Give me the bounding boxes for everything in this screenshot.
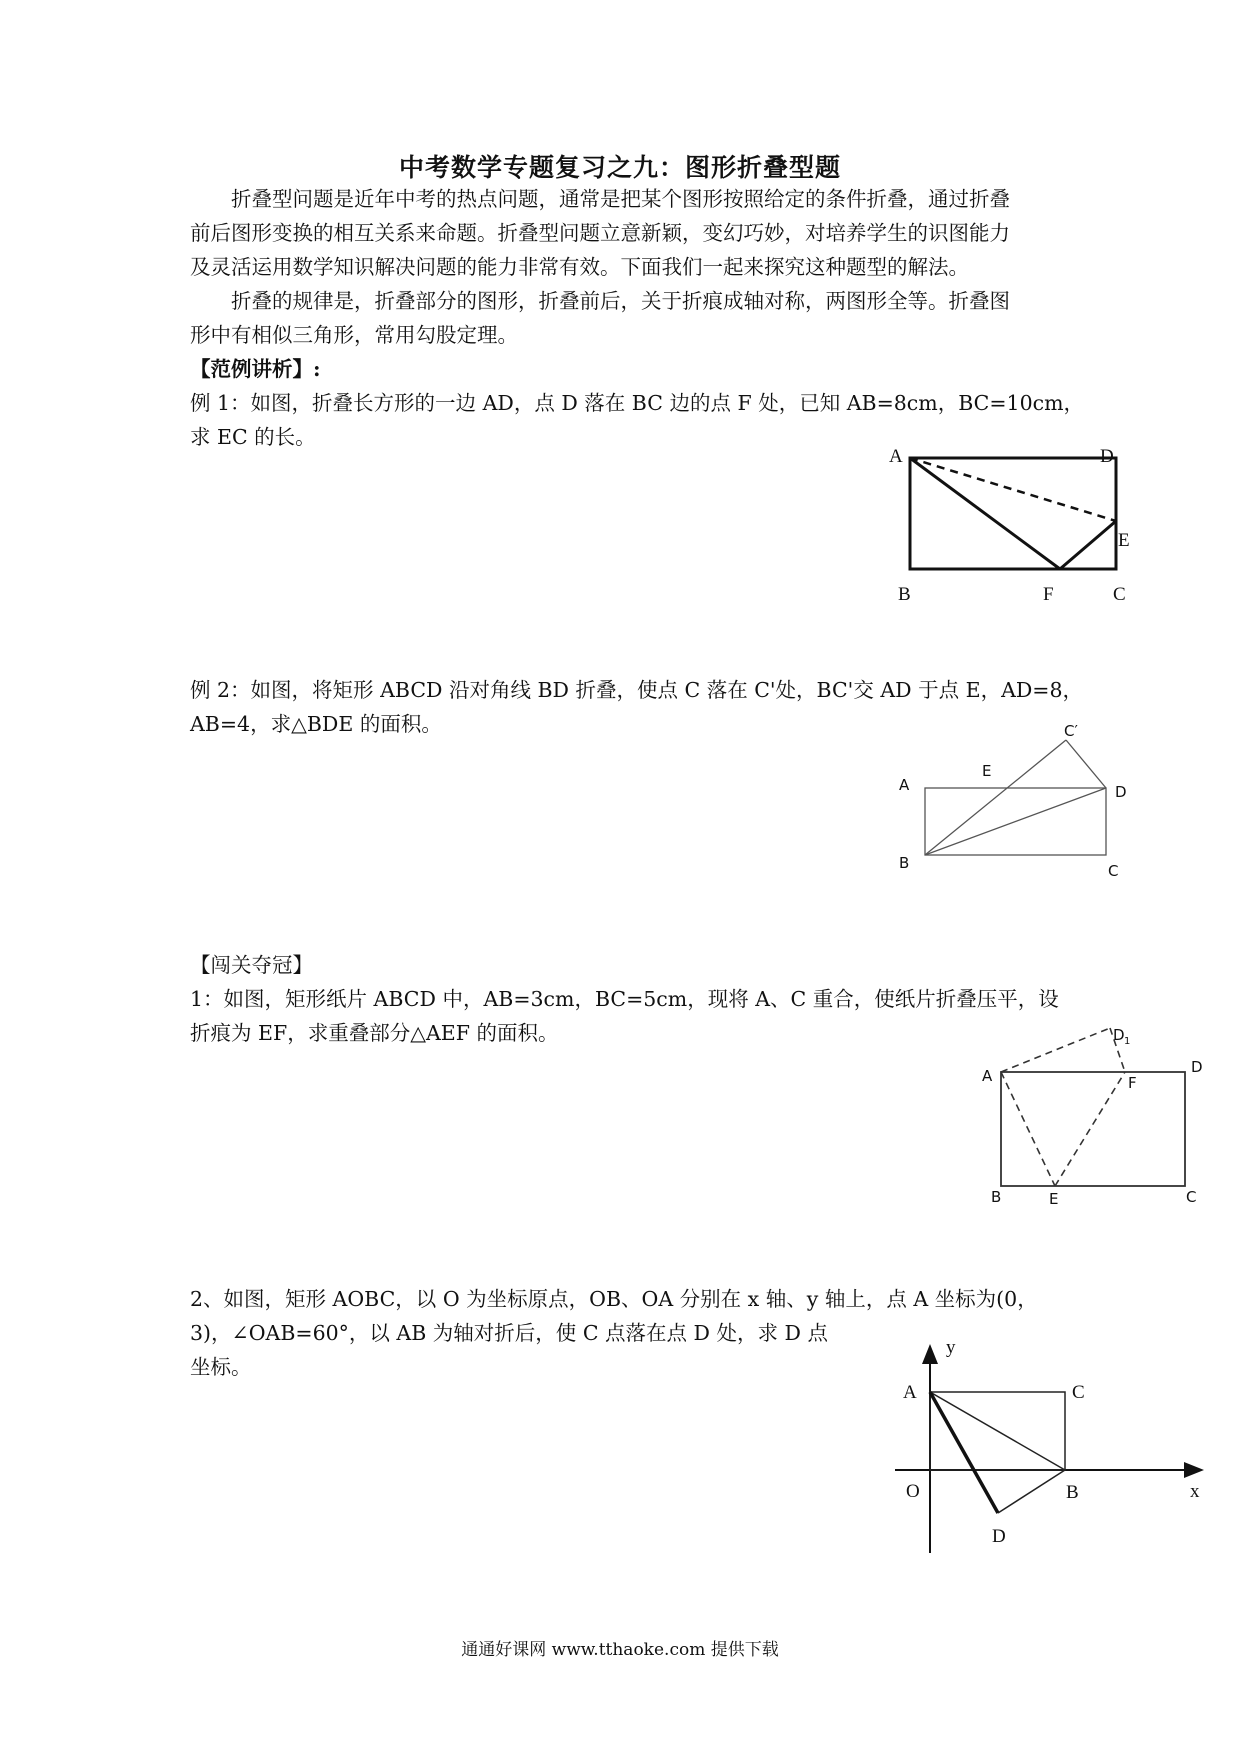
page-title: 中考数学专题复习之九：图形折叠型题 bbox=[398, 153, 841, 182]
label-E: E bbox=[1049, 1190, 1059, 1208]
footer: 通通好课网 www.tthaoke.com 提供下载 bbox=[461, 1640, 779, 1660]
example1-text: 求 EC 的长。 bbox=[190, 425, 316, 449]
label-A: A bbox=[982, 1067, 993, 1085]
label-B: B bbox=[991, 1188, 1002, 1206]
label-E: E bbox=[982, 762, 992, 780]
example2-text: AB=4，求△BDE 的面积。 bbox=[190, 712, 442, 736]
label-B: B bbox=[899, 854, 910, 872]
label-C-prime: C′ bbox=[1064, 722, 1078, 740]
example2-text: 例 2：如图，将矩形 ABCD 沿对角线 BD 折叠，使点 C 落在 C'处，BC'交 AD 于点 E，AD=8， bbox=[190, 678, 1084, 702]
label-y: y bbox=[946, 1337, 956, 1358]
problem2-text: 3)，∠OAB=60°，以 AB 为轴对折后，使 C 点落在点 D 处，求 D 点 bbox=[190, 1321, 828, 1345]
label-A: A bbox=[903, 1382, 917, 1403]
intro-line: 前后图形变换的相互关系来命题。折叠型问题立意新颖，变幻巧妙，对培养学生的识图能力 bbox=[190, 221, 1010, 245]
label-A: A bbox=[899, 776, 910, 794]
intro-line: 及灵活运用数学知识解决问题的能力非常有效。下面我们一起来探究这种题型的解法。 bbox=[190, 255, 969, 279]
problem1-text: 1：如图，矩形纸片 ABCD 中，AB=3cm，BC=5cm，现将 A、C 重合，使纸片折叠压平，设 bbox=[190, 987, 1059, 1011]
label-D: D bbox=[1191, 1058, 1203, 1076]
intro-line: 折叠型问题是近年中考的热点问题，通常是把某个图形按照给定的条件折叠，通过折叠 bbox=[190, 187, 1010, 211]
label-A: A bbox=[889, 446, 903, 467]
label-B: B bbox=[1066, 1482, 1079, 1503]
label-B: B bbox=[898, 584, 911, 605]
label-C: C bbox=[1108, 862, 1119, 880]
label-F: F bbox=[1043, 584, 1054, 605]
example1-text: 例 1：如图，折叠长方形的一边 AD，点 D 落在 BC 边的点 F 处，已知 AB=8cm，BC=10cm， bbox=[190, 391, 1085, 415]
section-heading-challenge: 【闯关夺冠】 bbox=[190, 953, 313, 977]
problem1-text: 折痕为 EF，求重叠部分△AEF 的面积。 bbox=[190, 1021, 559, 1045]
label-x: x bbox=[1190, 1481, 1200, 1502]
problem2-text: 坐标。 bbox=[190, 1355, 252, 1379]
label-O: O bbox=[906, 1481, 920, 1502]
label-C: C bbox=[1072, 1382, 1085, 1403]
label-D: D bbox=[992, 1526, 1006, 1547]
label-D: D bbox=[1100, 446, 1114, 467]
intro-line: 折叠的规律是，折叠部分的图形，折叠前后，关于折痕成轴对称，两图形全等。折叠图 bbox=[190, 289, 1010, 313]
label-D: D bbox=[1115, 783, 1127, 801]
label-D1: D bbox=[1113, 1026, 1125, 1044]
problem2-text: 2、如图，矩形 AOBC，以 O 为坐标原点，OB、OA 分别在 x 轴、y 轴上，点 A 坐标为(0， bbox=[190, 1287, 1038, 1311]
label-F: F bbox=[1128, 1074, 1137, 1092]
label-D1-subscript: 1 bbox=[1124, 1036, 1131, 1047]
section-heading-examples: 【范例讲析】: bbox=[190, 357, 321, 381]
intro-line: 形中有相似三角形，常用勾股定理。 bbox=[190, 323, 518, 347]
label-E: E bbox=[1118, 530, 1130, 551]
label-C: C bbox=[1186, 1188, 1197, 1206]
label-C: C bbox=[1113, 584, 1126, 605]
